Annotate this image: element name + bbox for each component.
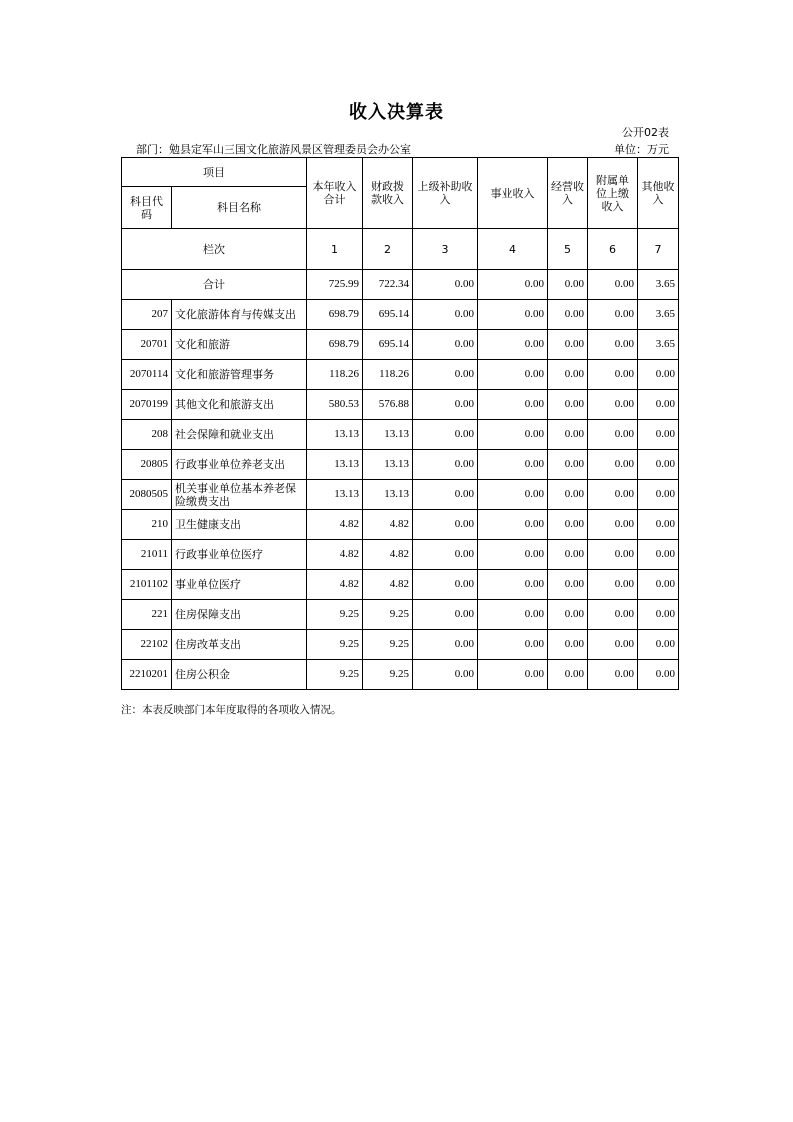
amount-cell: 0.00 (548, 570, 588, 600)
amount-cell: 0.00 (478, 330, 548, 360)
header-fiscal: 财政拨款收入 (363, 158, 413, 229)
amount-cell: 13.13 (307, 450, 363, 480)
amount-cell: 13.13 (363, 450, 413, 480)
amount-cell: 0.00 (478, 510, 548, 540)
amount-cell: 0.00 (638, 570, 679, 600)
amount-cell: 0.00 (548, 450, 588, 480)
amount-cell: 0.00 (588, 390, 638, 420)
amount-cell: 698.79 (307, 300, 363, 330)
amount-cell: 0.00 (638, 450, 679, 480)
amount-cell: 0.00 (588, 600, 638, 630)
total-value: 0.00 (588, 270, 638, 300)
amount-cell: 9.25 (307, 630, 363, 660)
table-row (122, 480, 679, 510)
amount-cell: 0.00 (478, 420, 548, 450)
subject-name: 社会保障和就业支出 (172, 420, 307, 450)
amount-cell: 0.00 (588, 510, 638, 540)
subject-name: 住房公积金 (172, 660, 307, 690)
amount-cell: 0.00 (638, 510, 679, 540)
header-total: 本年收入合计 (307, 158, 363, 229)
amount-cell: 0.00 (588, 360, 638, 390)
amount-cell: 0.00 (478, 540, 548, 570)
column-index: 7 (638, 229, 679, 270)
amount-cell: 0.00 (588, 300, 638, 330)
amount-cell: 0.00 (588, 540, 638, 570)
amount-cell: 695.14 (363, 300, 413, 330)
table-row (122, 540, 679, 570)
amount-cell: 13.13 (363, 420, 413, 450)
amount-cell: 0.00 (548, 540, 588, 570)
amount-cell: 0.00 (548, 510, 588, 540)
amount-cell: 0.00 (548, 330, 588, 360)
subject-code: 2070114 (122, 360, 172, 390)
subject-name: 住房保障支出 (172, 600, 307, 630)
subject-code: 22102 (122, 630, 172, 660)
amount-cell: 576.88 (363, 390, 413, 420)
header-name: 科目名称 (172, 187, 307, 229)
amount-cell: 0.00 (413, 570, 478, 600)
total-value: 0.00 (478, 270, 548, 300)
amount-cell: 0.00 (548, 390, 588, 420)
column-index: 2 (363, 229, 413, 270)
amount-cell: 0.00 (478, 450, 548, 480)
column-index: 4 (478, 229, 548, 270)
amount-cell: 0.00 (413, 450, 478, 480)
subject-name: 卫生健康支出 (172, 510, 307, 540)
amount-cell: 0.00 (638, 390, 679, 420)
amount-cell: 4.82 (363, 570, 413, 600)
header-operating: 经营收入 (548, 158, 588, 229)
total-label: 合计 (122, 270, 307, 300)
amount-cell: 0.00 (478, 570, 548, 600)
form-code: 公开02表 (622, 126, 669, 139)
amount-cell: 3.65 (638, 300, 679, 330)
amount-cell: 0.00 (413, 300, 478, 330)
amount-cell: 9.25 (307, 600, 363, 630)
amount-cell: 3.65 (638, 330, 679, 360)
amount-cell: 0.00 (413, 630, 478, 660)
subject-code: 2080505 (122, 480, 172, 510)
amount-cell: 0.00 (588, 630, 638, 660)
amount-cell: 0.00 (638, 660, 679, 690)
column-index-label: 栏次 (122, 229, 307, 270)
header-code: 科目代码 (122, 187, 172, 229)
amount-cell: 0.00 (638, 630, 679, 660)
amount-cell: 13.13 (307, 420, 363, 450)
amount-cell: 0.00 (478, 630, 548, 660)
table-body (122, 229, 679, 690)
amount-cell: 0.00 (548, 300, 588, 330)
amount-cell: 9.25 (307, 660, 363, 690)
amount-cell: 0.00 (478, 600, 548, 630)
amount-cell: 118.26 (307, 360, 363, 390)
amount-cell: 0.00 (478, 390, 548, 420)
amount-cell: 0.00 (588, 660, 638, 690)
amount-cell: 4.82 (307, 540, 363, 570)
amount-cell: 118.26 (363, 360, 413, 390)
header-affiliated: 附属单位上缴收入 (588, 158, 638, 229)
subject-name: 行政事业单位医疗 (172, 540, 307, 570)
amount-cell: 0.00 (588, 330, 638, 360)
department-label: 部门：勉县定军山三国文化旅游风景区管理委员会办公室 (136, 143, 411, 156)
subject-name: 文化旅游体育与传媒支出 (172, 300, 307, 330)
table-row (122, 660, 679, 690)
amount-cell: 695.14 (363, 330, 413, 360)
total-value: 722.34 (363, 270, 413, 300)
header-superior: 上级补助收入 (413, 158, 478, 229)
subject-name: 机关事业单位基本养老保险缴费支出 (172, 480, 307, 510)
table-row (122, 600, 679, 630)
subject-code: 20805 (122, 450, 172, 480)
subject-code: 221 (122, 600, 172, 630)
amount-cell: 13.13 (307, 480, 363, 510)
amount-cell: 580.53 (307, 390, 363, 420)
header-business: 事业收入 (478, 158, 548, 229)
amount-cell: 9.25 (363, 600, 413, 630)
amount-cell: 0.00 (478, 360, 548, 390)
table-row (122, 450, 679, 480)
amount-cell: 0.00 (588, 450, 638, 480)
amount-cell: 9.25 (363, 630, 413, 660)
amount-cell: 0.00 (638, 480, 679, 510)
total-row (122, 270, 679, 300)
total-value: 725.99 (307, 270, 363, 300)
amount-cell: 13.13 (363, 480, 413, 510)
subject-name: 其他文化和旅游支出 (172, 390, 307, 420)
total-value: 0.00 (413, 270, 478, 300)
amount-cell: 0.00 (548, 360, 588, 390)
amount-cell: 0.00 (478, 300, 548, 330)
subject-code: 2210201 (122, 660, 172, 690)
amount-cell: 0.00 (413, 510, 478, 540)
column-index-row (122, 229, 679, 270)
amount-cell: 0.00 (413, 390, 478, 420)
subject-code: 2101102 (122, 570, 172, 600)
subject-code: 20701 (122, 330, 172, 360)
amount-cell: 0.00 (588, 480, 638, 510)
amount-cell: 0.00 (548, 480, 588, 510)
amount-cell: 0.00 (413, 600, 478, 630)
amount-cell: 0.00 (638, 600, 679, 630)
column-index: 3 (413, 229, 478, 270)
column-index: 6 (588, 229, 638, 270)
table-row (122, 420, 679, 450)
amount-cell: 698.79 (307, 330, 363, 360)
amount-cell: 0.00 (638, 360, 679, 390)
column-index: 1 (307, 229, 363, 270)
amount-cell: 0.00 (638, 420, 679, 450)
amount-cell: 0.00 (478, 480, 548, 510)
header-other: 其他收入 (638, 158, 679, 229)
table-row (122, 300, 679, 330)
subject-name: 文化和旅游 (172, 330, 307, 360)
amount-cell: 0.00 (548, 630, 588, 660)
amount-cell: 0.00 (413, 360, 478, 390)
amount-cell: 4.82 (307, 510, 363, 540)
column-index: 5 (548, 229, 588, 270)
amount-cell: 0.00 (413, 660, 478, 690)
amount-cell: 0.00 (548, 600, 588, 630)
subject-code: 210 (122, 510, 172, 540)
header-item: 项目 (122, 158, 307, 187)
amount-cell: 9.25 (363, 660, 413, 690)
page-title: 收入决算表 (349, 102, 444, 123)
footnote: 注：本表反映部门本年度取得的各项收入情况。 (121, 704, 342, 716)
amount-cell: 0.00 (413, 330, 478, 360)
amount-cell: 0.00 (638, 540, 679, 570)
table-row (122, 510, 679, 540)
total-value: 3.65 (638, 270, 679, 300)
table-row (122, 330, 679, 360)
subject-name: 行政事业单位养老支出 (172, 450, 307, 480)
subject-name: 事业单位医疗 (172, 570, 307, 600)
table-header (122, 158, 679, 229)
subject-name: 住房改革支出 (172, 630, 307, 660)
income-table (121, 157, 679, 690)
amount-cell: 0.00 (588, 420, 638, 450)
table-row (122, 630, 679, 660)
amount-cell: 0.00 (548, 420, 588, 450)
amount-cell: 0.00 (548, 660, 588, 690)
subject-code: 207 (122, 300, 172, 330)
amount-cell: 0.00 (478, 660, 548, 690)
subject-code: 21011 (122, 540, 172, 570)
amount-cell: 0.00 (413, 420, 478, 450)
amount-cell: 0.00 (413, 540, 478, 570)
subject-code: 208 (122, 420, 172, 450)
subject-name: 文化和旅游管理事务 (172, 360, 307, 390)
amount-cell: 4.82 (307, 570, 363, 600)
table-row (122, 570, 679, 600)
amount-cell: 4.82 (363, 540, 413, 570)
amount-cell: 0.00 (413, 480, 478, 510)
amount-cell: 0.00 (588, 570, 638, 600)
amount-cell: 4.82 (363, 510, 413, 540)
total-value: 0.00 (548, 270, 588, 300)
unit-label: 单位：万元 (614, 143, 669, 156)
table-row (122, 390, 679, 420)
table-row (122, 360, 679, 390)
subject-code: 2070199 (122, 390, 172, 420)
